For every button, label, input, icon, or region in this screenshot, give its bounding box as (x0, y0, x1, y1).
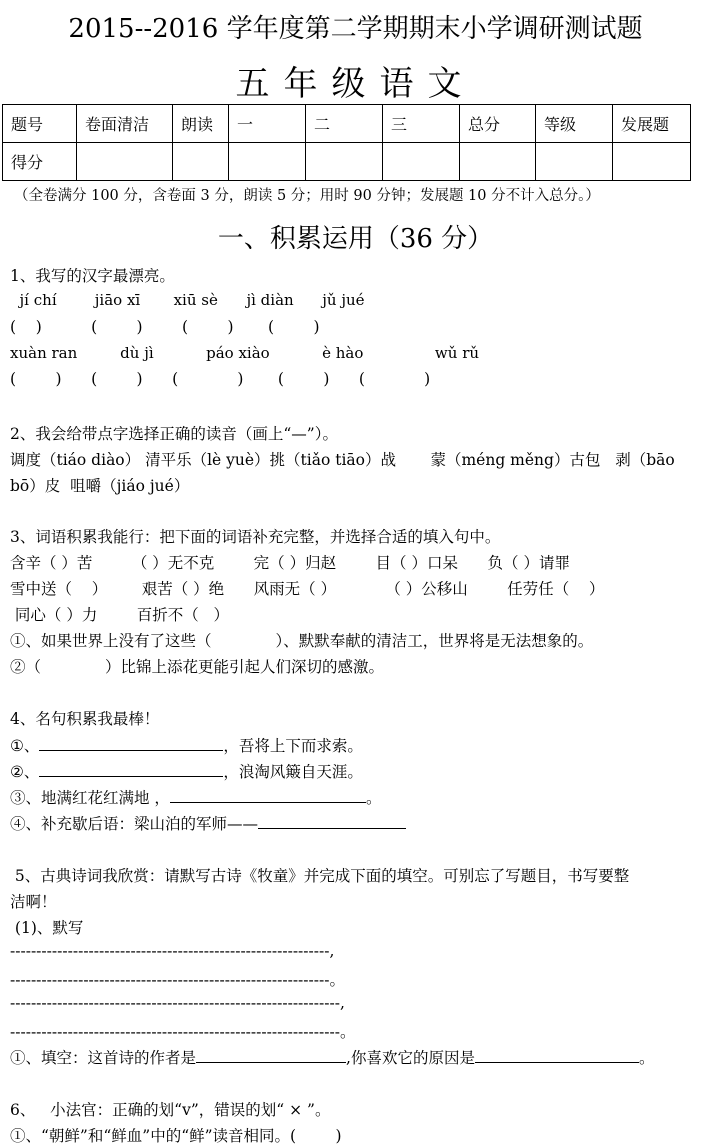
score-table (2, 104, 691, 181)
q6-item: ①、“朝鲜”和“鲜血”中的“鲜”读音相同。( ) (10, 1127, 342, 1145)
q5-fill-prefix: ①、填空：这首诗的作者是 (10, 1049, 197, 1067)
dictation-line[interactable]: ---------------------------------------------------------------, (10, 994, 345, 1012)
q4-item (10, 812, 406, 834)
exam-note: （全卷满分 100 分，含卷面 3 分，朗读 5 分；用时 90 分钟；发展题 10 分不计入总分。） (14, 188, 600, 204)
answer-blank[interactable] (258, 814, 406, 829)
q3-row: 同心（ ）力 百折不（ ） (10, 606, 230, 624)
q3-sentence: ①、如果世界上没有了这些（ ）、默默奉献的清洁工，世界将是无法想象的。 (10, 632, 594, 650)
q4-item-suffix: ，浪淘风簸自天涯。 (223, 763, 363, 781)
q4-item-suffix: ，吾将上下而求索。 (223, 737, 363, 755)
score-cell (77, 143, 173, 181)
answer-blank[interactable] (170, 788, 366, 803)
section-title: 一、积累运用（36 分） (217, 224, 494, 254)
answer-blank[interactable] (39, 762, 223, 777)
header-cell: 二 (306, 105, 383, 143)
q5-prompt: 洁啊！ (10, 893, 57, 911)
score-cell (536, 143, 613, 181)
q4-item (10, 734, 363, 756)
dictation-line[interactable]: -------------------------------------------------------------, (10, 942, 335, 960)
header-cell: 发展题 (613, 105, 691, 143)
q6-prompt: 6、 小法官：正确的划“v”，错误的划“ × ”。 (10, 1101, 331, 1119)
q4-item-prefix: ①、 (10, 737, 40, 755)
q2-line: 调度（tiáo diào） 清平乐（lè yuè）挑（tiǎo tiāo）战 蒙（méng měng）古包 剥（bāo (10, 451, 675, 469)
q4-prompt: 4、名句积累我最棒！ (10, 710, 160, 728)
q2-prompt: 2、我会给带点字选择正确的读音（画上“—”）。 (10, 425, 338, 443)
header-cell: 三 (383, 105, 460, 143)
q5-prompt: 5、古典诗词我欣赏：请默写古诗《牧童》并完成下面的填空。可别忘了写题目，书写要整 (10, 867, 630, 885)
q1-prompt: 1、我写的汉字最漂亮。 (10, 267, 175, 285)
score-table-header-row (3, 105, 691, 143)
q4-item (10, 760, 363, 782)
header-cell: 总分 (460, 105, 536, 143)
exam-title: 2015--2016 学年度第二学期期末小学调研测试题 (68, 14, 643, 44)
q2-line: bō）皮 咀嚼（jiáo jué） (10, 477, 190, 495)
q3-sentence: ②（ ）比锦上添花更能引起人们深切的感激。 (10, 658, 385, 676)
score-cell (173, 143, 229, 181)
q4-item-prefix: ④、补充歇后语：梁山泊的军师—— (10, 815, 259, 833)
score-cell (460, 143, 536, 181)
q1-bracket-row: ( ) ( ) ( ) ( ) (10, 318, 320, 336)
header-cell: 朗读 (173, 105, 229, 143)
q5-fill-middle: ,你喜欢它的原因是 (346, 1049, 475, 1067)
score-cell (229, 143, 306, 181)
header-cell: 等级 (536, 105, 613, 143)
dictation-line[interactable]: ---------------------------------------------------------------。 (10, 1023, 356, 1041)
q5-fill-suffix: 。 (638, 1049, 655, 1067)
answer-blank[interactable] (475, 1048, 639, 1063)
q1-pinyin-row: jí chí jiāo xī xiū sè jì diàn jǔ jué (10, 291, 365, 309)
q5-subheading: (1)、默写 (10, 919, 84, 937)
header-cell: 题号 (3, 105, 77, 143)
score-table-score-row (3, 143, 691, 181)
q4-item-suffix: 。 (365, 789, 382, 807)
answer-blank[interactable] (39, 736, 223, 751)
q5-fill (10, 1046, 654, 1068)
score-cell (613, 143, 691, 181)
score-cell (383, 143, 460, 181)
q1-bracket-row: ( ) ( ) ( ) ( ) ( ) (10, 370, 431, 388)
dictation-line[interactable]: -------------------------------------------------------------。 (10, 971, 345, 989)
header-cell: 卷面清洁 (77, 105, 173, 143)
exam-subtitle: 五年级语文 (235, 64, 476, 104)
q3-row: 雪中送（ ） 艰苦（ ）绝 风雨无（ ） （ ）公移山 任劳任（ ） (10, 580, 605, 598)
score-row-label: 得分 (3, 143, 77, 181)
answer-blank[interactable] (196, 1048, 346, 1063)
q1-pinyin-row: xuàn ran dù jì páo xiào è hào wǔ rǔ (10, 344, 480, 362)
q3-prompt: 3、词语积累我能行：把下面的词语补充完整，并选择合适的填入句中。 (10, 528, 501, 546)
q4-item-prefix: ②、 (10, 763, 40, 781)
q3-row: 含辛（ ）苦 （ ）无不克 完（ ）归赵 目（ ）口呆 负（ ）请罪 (10, 554, 570, 572)
score-cell (306, 143, 383, 181)
header-cell: 一 (229, 105, 306, 143)
q4-item (10, 786, 381, 808)
q4-item-prefix: ③、地满红花红满地 ， (10, 789, 170, 807)
